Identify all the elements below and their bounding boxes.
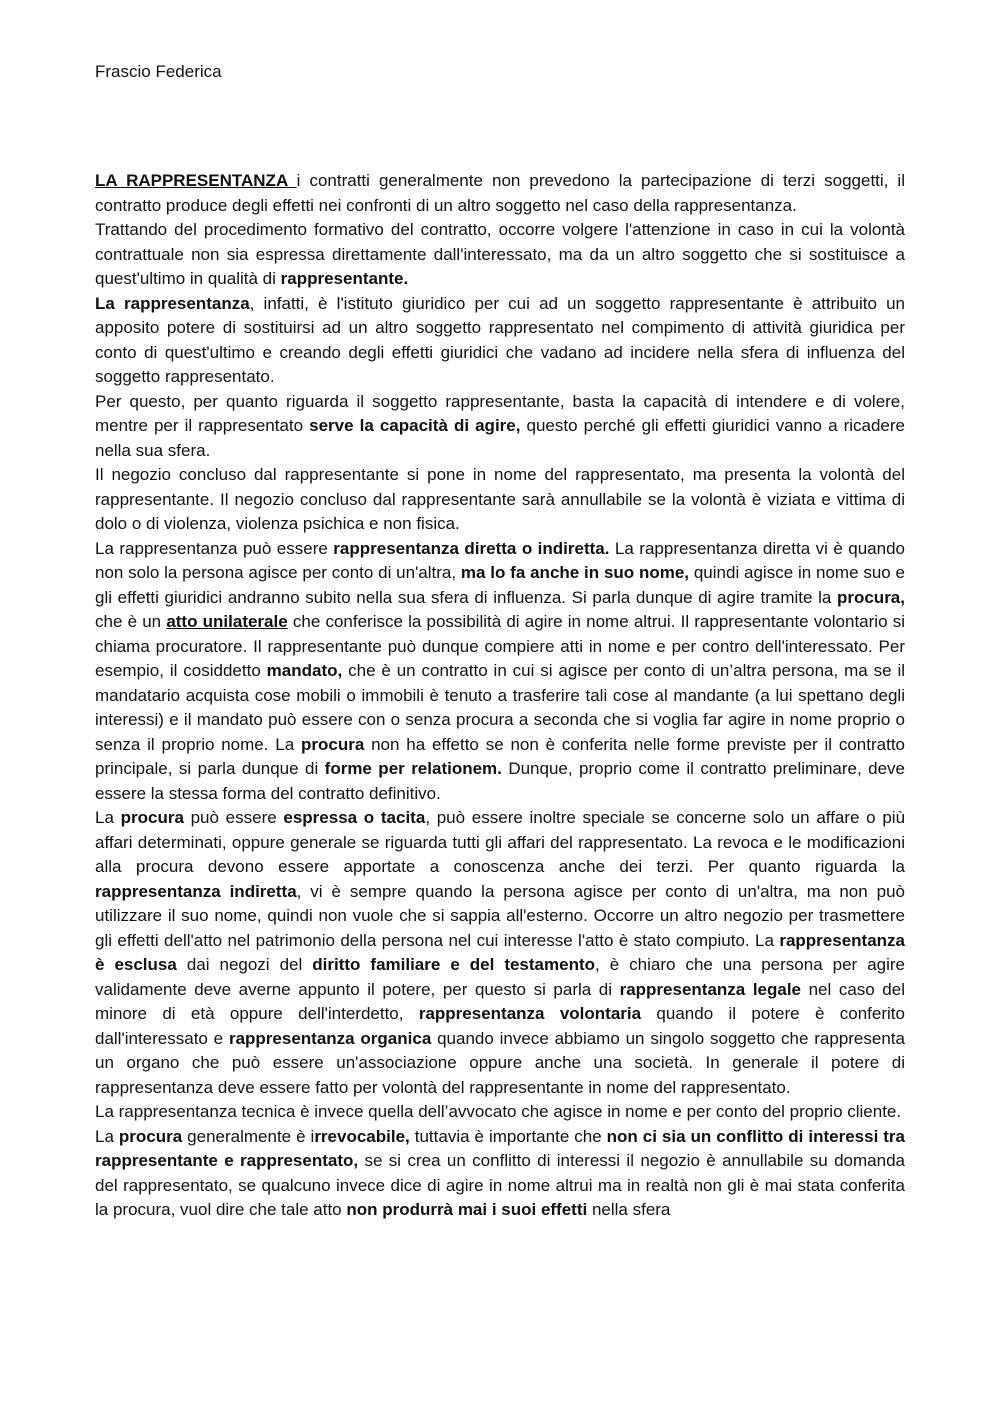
paragraph — [95, 292, 905, 390]
paragraph — [95, 537, 905, 807]
emphasized-text: ma lo fa anche in suo nome, — [460, 563, 690, 582]
document-body — [95, 169, 905, 1223]
paragraph — [95, 390, 905, 464]
text-segment: La rappresentanza può essere — [95, 538, 334, 558]
emphasized-text: espressa o tacita — [283, 808, 426, 827]
text-segment: tuttavia è importante che — [409, 1126, 607, 1146]
author-name: Frascio Federica — [95, 62, 222, 81]
emphasized-text: rappresentanza è esclusa — [95, 930, 905, 974]
text-segment: può essere — [183, 808, 284, 827]
text-segment: Dunque, proprio come il contratto preliminare, deve essere la stessa forma del contratto definitivo. — [95, 759, 905, 803]
emphasized-text: LA RAPPRESENTANZA — [95, 171, 297, 190]
text-segment: Per questo, per quanto riguarda il soggetto rappresentante, basta la capacità di intendere e di volere, mentre per il rappresentato — [95, 391, 905, 435]
text-segment: quindi agisce in nome suo e gli effetti giuridici andranno subito nella sua sfera di influenza. Si parla dunque di agire tramite la — [95, 563, 905, 607]
paragraph — [95, 169, 905, 218]
paragraph — [95, 463, 905, 537]
text-segment: Trattando del procedimento formativo del contratto, occorre volgere l'attenzione in caso in cui la volontà contrattuale non sia espressa direttamente dall'interessato, ma da un altro soggetto che si sostituisce a quest'ultimo in qualità di — [95, 220, 905, 288]
text-segment: quando il potere è conferito dall'interessato e — [95, 1004, 905, 1048]
text-segment: dai negozi del — [176, 955, 313, 974]
text-segment: Il negozio concluso dal rappresentante si pone in nome del rappresentato, ma presenta la volontà del rappresentante. Il negozio concluso dal rappresentante sarà annullabile se la volontà è viziata e vittima di dolo o di violenza, violenza psichica e non fisica. — [95, 465, 905, 533]
text-segment: , infatti, è l'istituto giuridico per cui ad un soggetto rappresentante è attribuito un apposito potere di sostituirsi ad un altro soggetto rappresentato nel compimento di attività giuridica per conto di quest'ultimo e creando degli effetti giuridici che vadano ad incidere nella sfera di influenza del soggetto rappresentato. — [95, 293, 905, 386]
text-segment: , può essere inoltre speciale se concerne solo un affare o più affari determinati, oppure generale se riguarda tutti gli affari del rappresentato. La revoca e le modificazioni alla procura devono essere apportate a conoscenza anche dei terzi. Per quanto riguarda la — [95, 808, 906, 876]
emphasized-text: rappresentanza legale — [619, 979, 802, 999]
text-segment: nel caso del minore di età oppure dell'interdetto, — [95, 979, 905, 1023]
text-segment: che conferisce la possibilità di agire in nome altrui. Il rappresentante volontario si chiama procuratore. Il rappresentante può dunque compiere atti in nome e per contro dell'interessato. Per esempio, il cosiddetto — [95, 612, 905, 680]
emphasized-text: serve la capacità di agire, — [309, 416, 521, 435]
text-segment: questo perché gli effetti giuridici vanno a ricadere nella sua sfera. — [95, 416, 905, 460]
text-segment: quando invece abbiamo un singolo soggetto che rappresenta un organo che può essere un'associazione oppure anche una società. In generale il potere di rappresentanza deve essere fatto per volontà del rappresentante in nome del rappresentato. — [95, 1028, 905, 1097]
text-segment: non ha effetto se non è conferita nelle forme previste per il contratto principale, si parla dunque di — [95, 734, 905, 778]
emphasized-text: rappresentanza volontaria — [418, 1004, 642, 1023]
emphasized-text: rappresentanza organica — [228, 1028, 432, 1048]
emphasized-text: non produrrà mai i suoi effetti — [346, 1200, 588, 1219]
paragraph — [95, 1125, 905, 1223]
emphasized-text: forme per relationem. — [324, 759, 502, 778]
paragraph — [95, 806, 905, 1100]
text-segment: La rappresentanza tecnica è invece quella dell’avvocato che agisce in nome e per conto del proprio cliente. — [95, 1102, 902, 1121]
emphasized-text: procura — [300, 734, 365, 754]
text-segment: generalmente è i — [182, 1126, 315, 1146]
paragraph — [95, 1100, 905, 1125]
emphasized-text: La rappresentanza — [95, 293, 250, 313]
emphasized-text: non ci sia un conflitto di interessi tra rappresentante e rappresentato, — [95, 1126, 905, 1170]
emphasized-text: mandato, — [266, 661, 343, 680]
emphasized-text: diritto familiare e del testamento — [312, 955, 596, 974]
text-segment: che è un contratto in cui si agisce per conto di un’altra persona, ma se il mandatario acquista cose mobili o immobili è tenuto a trasferire tali cose al mandante (a lui spettano degli interessi) e il mandato può essere con o senza procura a seconda che si voglia far agire in nome proprio o senza il proprio nome. La — [95, 661, 905, 754]
text-segment: nella sfera — [587, 1200, 671, 1219]
text-segment: , è chiaro che una persona per agire validamente deve averne appunto il potere, per questo si parla di — [95, 955, 905, 999]
text-segment: La — [95, 808, 121, 827]
emphasized-text: procura — [120, 808, 184, 827]
emphasized-text: procura — [118, 1126, 183, 1146]
emphasized-text: rrevocabile, — [314, 1126, 410, 1146]
text-segment: che è un — [95, 612, 167, 631]
emphasized-text: atto unilaterale — [166, 612, 288, 631]
paragraph — [95, 218, 905, 292]
text-segment: , vi è sempre quando la persona agisce per conto di un'altra, ma non può utilizzare il suo nome, quindi non vuole che si sappia all'esterno. Occorre un altro negozio per trasmettere gli effetti dell'atto nel patrimonio della persona nel cui interesse l'atto è stato compiuto. La — [95, 881, 905, 950]
emphasized-text: rappresentanza diretta o indiretta. — [333, 538, 610, 558]
text-segment: La rappresentanza diretta vi è quando non solo la persona agisce per conto di un'altra, — [95, 538, 906, 582]
emphasized-text: procura, — [836, 587, 905, 607]
emphasized-text: rappresentante. — [280, 269, 409, 288]
emphasized-text: rappresentanza indiretta — [95, 881, 297, 901]
text-segment: i contratti generalmente non prevedono la partecipazione di terzi soggetti, il contratto produce degli effetti nei confronti di un altro soggetto nel caso della rappresentanza. — [95, 171, 905, 215]
text-segment: se si crea un conflitto di interessi il negozio è annullabile su domanda del rappresentato, se qualcuno invece dice di agire in nome altrui ma in realtà non gli è mai stata conferita la procura, vuol dire che tale atto — [95, 1151, 905, 1219]
text-segment: La — [95, 1126, 119, 1146]
